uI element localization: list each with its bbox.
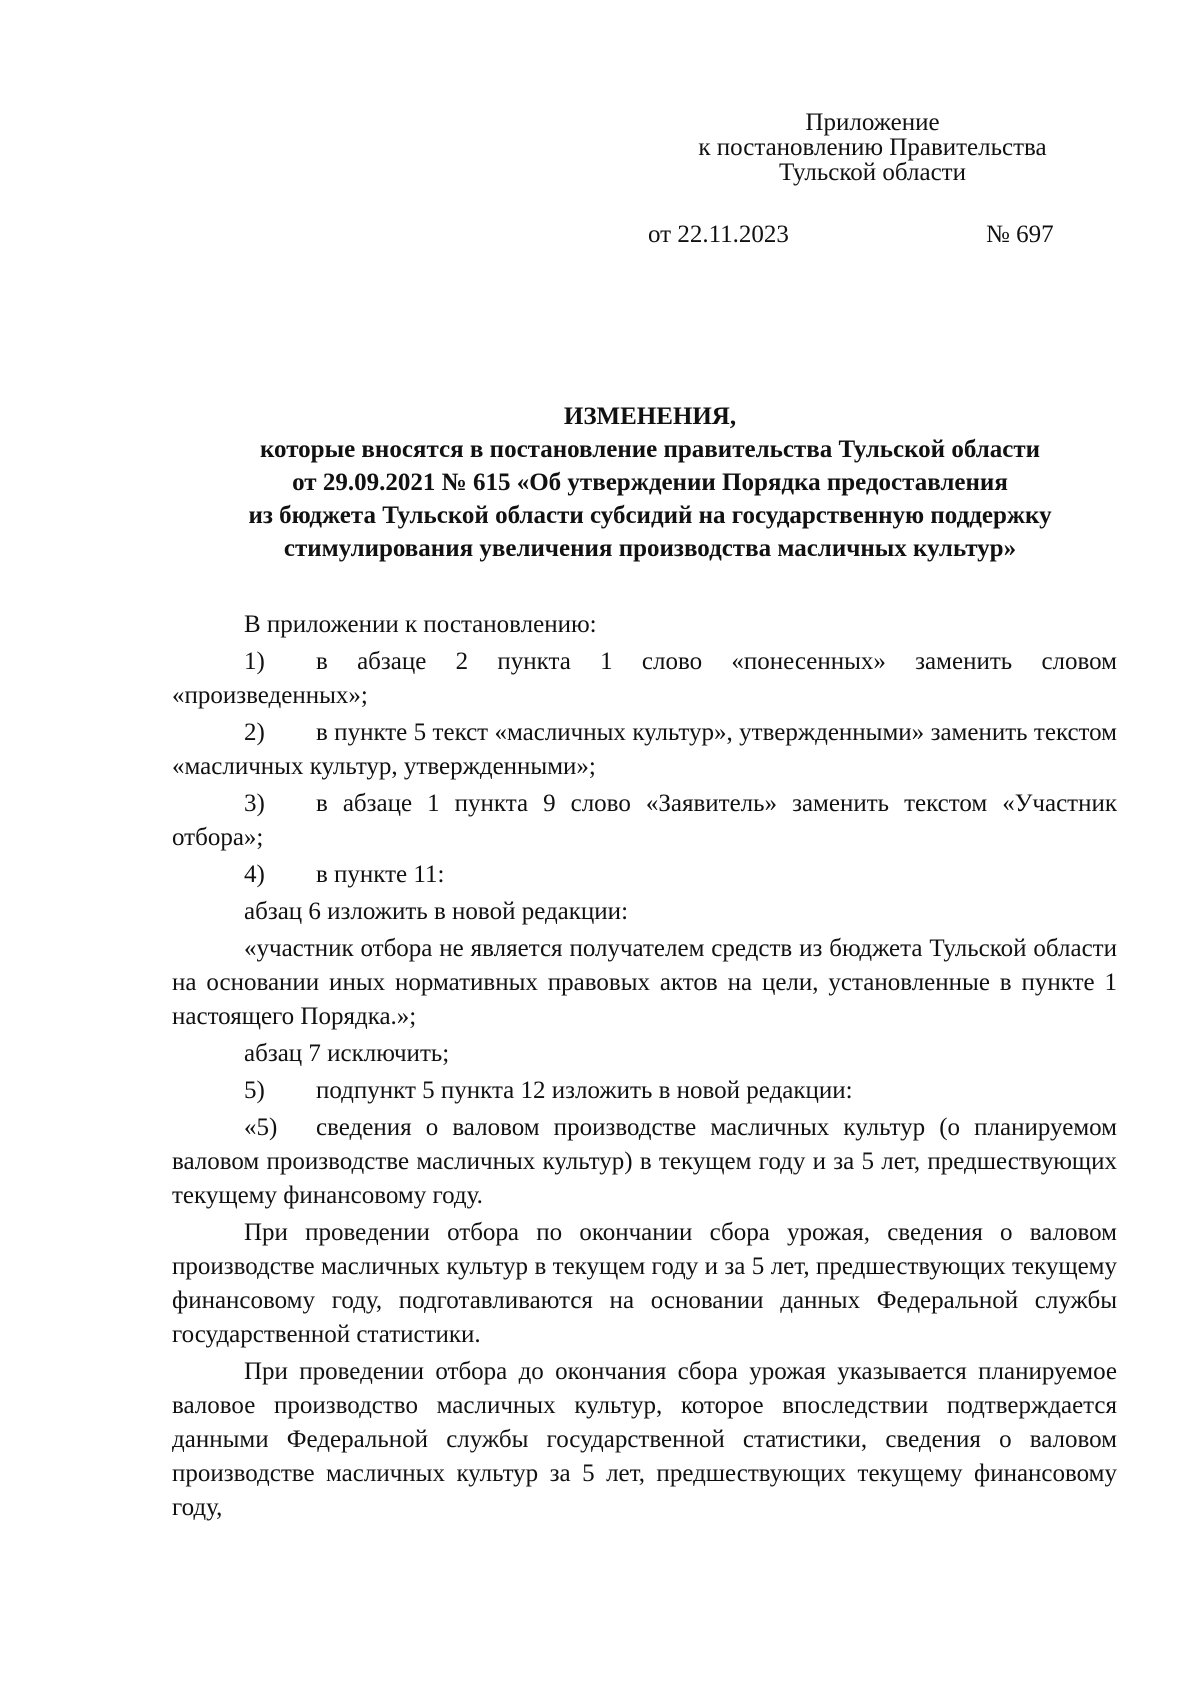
list-item-5-number: 5): [244, 1077, 265, 1104]
title-line-3: от 29.09.2021 № 615 «Об утверждении Порядка предоставления: [292, 469, 1008, 496]
subitem-5-new-text: [172, 1111, 1117, 1213]
paragraph-before-harvest: При проведении отбора до окончания сбора урожая указывается планируемое валовое производство масличных культур, которое впоследствии подтверждается данными Федеральной службы государственной статистики, сведения о валовом производстве масличных культур за 5 лет, предшествующих текущему финансовому году,: [172, 1358, 1117, 1521]
resolution-date: от 22.11.2023: [648, 221, 789, 248]
subitem-5-text: сведения о валовом производстве масличных культур (о планируемом валовом производстве масличных культур) в текущем году и за 5 лет, предшествующих текущему финансовому году.: [172, 1114, 1117, 1209]
list-item-3: [172, 787, 1117, 855]
list-item-2: [172, 716, 1117, 784]
list-item-1-text: в абзаце 2 пункта 1 слово «понесенных» заменить словом «произведенных»;: [172, 648, 1117, 709]
document-body: [172, 608, 1117, 1528]
appendix-region: Тульской области: [779, 159, 966, 186]
paragraph-6-new-text: «участник отбора не является получателем средств из бюджета Тульской области на основании иных нормативных правовых актов на цели, установленные в пункте 1 настоящего Порядка.»;: [172, 935, 1117, 1030]
document-title: [150, 400, 1150, 565]
appendix-label: Приложение: [805, 109, 940, 136]
list-item-4-text: в пункте 11:: [316, 861, 445, 888]
subitem-5-number: «5): [244, 1114, 278, 1141]
paragraph-after-harvest: При проведении отбора по окончании сбора урожая, сведения о валовом производстве масличных культур в текущем году и за 5 лет, предшествующих текущему финансовому году, подготавливаются на основании данных Федеральной службы государственной статистики.: [172, 1219, 1117, 1348]
appendix-resolution-ref: к постановлению Правительства: [698, 134, 1047, 161]
list-item-5: [172, 1074, 1117, 1108]
title-line-5: стимулирования увеличения производства масличных культур»: [283, 535, 1017, 562]
resolution-number: № 697: [986, 221, 1054, 248]
intro-paragraph: В приложении к постановлению:: [244, 611, 597, 638]
list-item-2-number: 2): [244, 719, 265, 746]
title-line-4: из бюджета Тульской области субсидий на государственную поддержку: [248, 502, 1052, 529]
list-item-2-text: в пункте 5 текст «масличных культур», утвержденными» заменить текстом «масличных культур, утвержденными»;: [172, 719, 1117, 780]
list-item-1-number: 1): [244, 648, 265, 675]
paragraph-7-instruction: абзац 7 исключить;: [244, 1040, 450, 1067]
list-item-4: [172, 858, 1117, 892]
list-item-3-number: 3): [244, 790, 265, 817]
title-line-2: которые вносятся в постановление правительства Тульской области: [259, 436, 1041, 463]
title-line-1: ИЗМЕНЕНИЯ,: [563, 403, 737, 430]
appendix-header: [650, 110, 1095, 185]
list-item-1: [172, 645, 1117, 713]
list-item-3-text: в абзаце 1 пункта 9 слово «Заявитель» заменить текстом «Участник отбора»;: [172, 790, 1117, 851]
list-item-5-text: подпункт 5 пункта 12 изложить в новой редакции:: [316, 1077, 853, 1104]
paragraph-6-instruction: абзац 6 изложить в новой редакции:: [244, 898, 629, 925]
list-item-4-number: 4): [244, 861, 265, 888]
